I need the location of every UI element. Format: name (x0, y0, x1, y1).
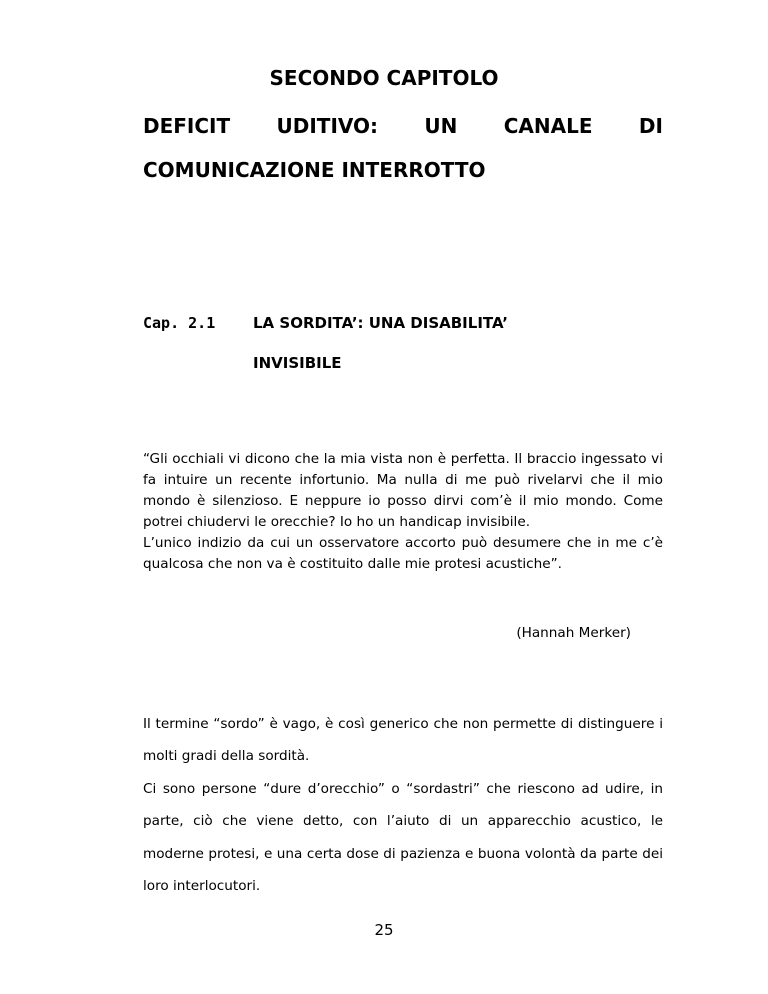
chapter-heading: SECONDO CAPITOLO (269, 66, 499, 90)
epigraph-quote (143, 449, 663, 575)
chapter-title-word: DI (638, 114, 663, 138)
section-title (253, 312, 508, 392)
body-paragraph: Ci sono persone “dure d’orecchio” o “sordastri” che riescono ad udire, in parte, ciò che viene detto, con l’aiuto di un apparecchio acustico, le moderne protesi, e una certa dose di pazienza e buona volontà da parte dei loro interlocutori. (143, 780, 663, 895)
section-title-line1: LA SORDITA’: UNA DISABILITA’ (253, 314, 508, 332)
page-number: 25 (374, 921, 394, 939)
quote-paragraph: L’unico indizio da cui un osservatore accorto può desumere che in me c’è qualcosa che non va è costituito dalle mie protesi acustiche”. (143, 535, 663, 572)
chapter-title-word: UN (424, 114, 458, 138)
section-title-line2: INVISIBILE (253, 354, 342, 372)
quote-paragraph: “Gli occhiali vi dicono che la mia vista non è perfetta. Il braccio ingessato vi fa intuire un recente infortunio. Ma nulla di me può rivelarvi che il mio mondo è silenzioso. E neppure io posso dirvi com’è il mio mondo. Come potrei chiudervi le orecchie? Io ho un handicap invisibile. (143, 451, 663, 530)
chapter-title-word: UDITIVO: (276, 114, 379, 138)
chapter-title-word: CANALE (503, 114, 593, 138)
quote-attribution: (Hannah Merker) (516, 625, 631, 641)
body-text (143, 708, 663, 902)
chapter-title-word: DEFICIT (143, 114, 231, 138)
body-paragraph: Il termine “sordo” è vago, è così generico che non permette di distinguere i molti gradi della sordità. (143, 716, 663, 765)
chapter-title-line1 (143, 112, 663, 140)
section-number: Cap. 2.1 (143, 314, 216, 332)
chapter-title-line2: COMUNICAZIONE INTERROTTO (143, 158, 486, 182)
